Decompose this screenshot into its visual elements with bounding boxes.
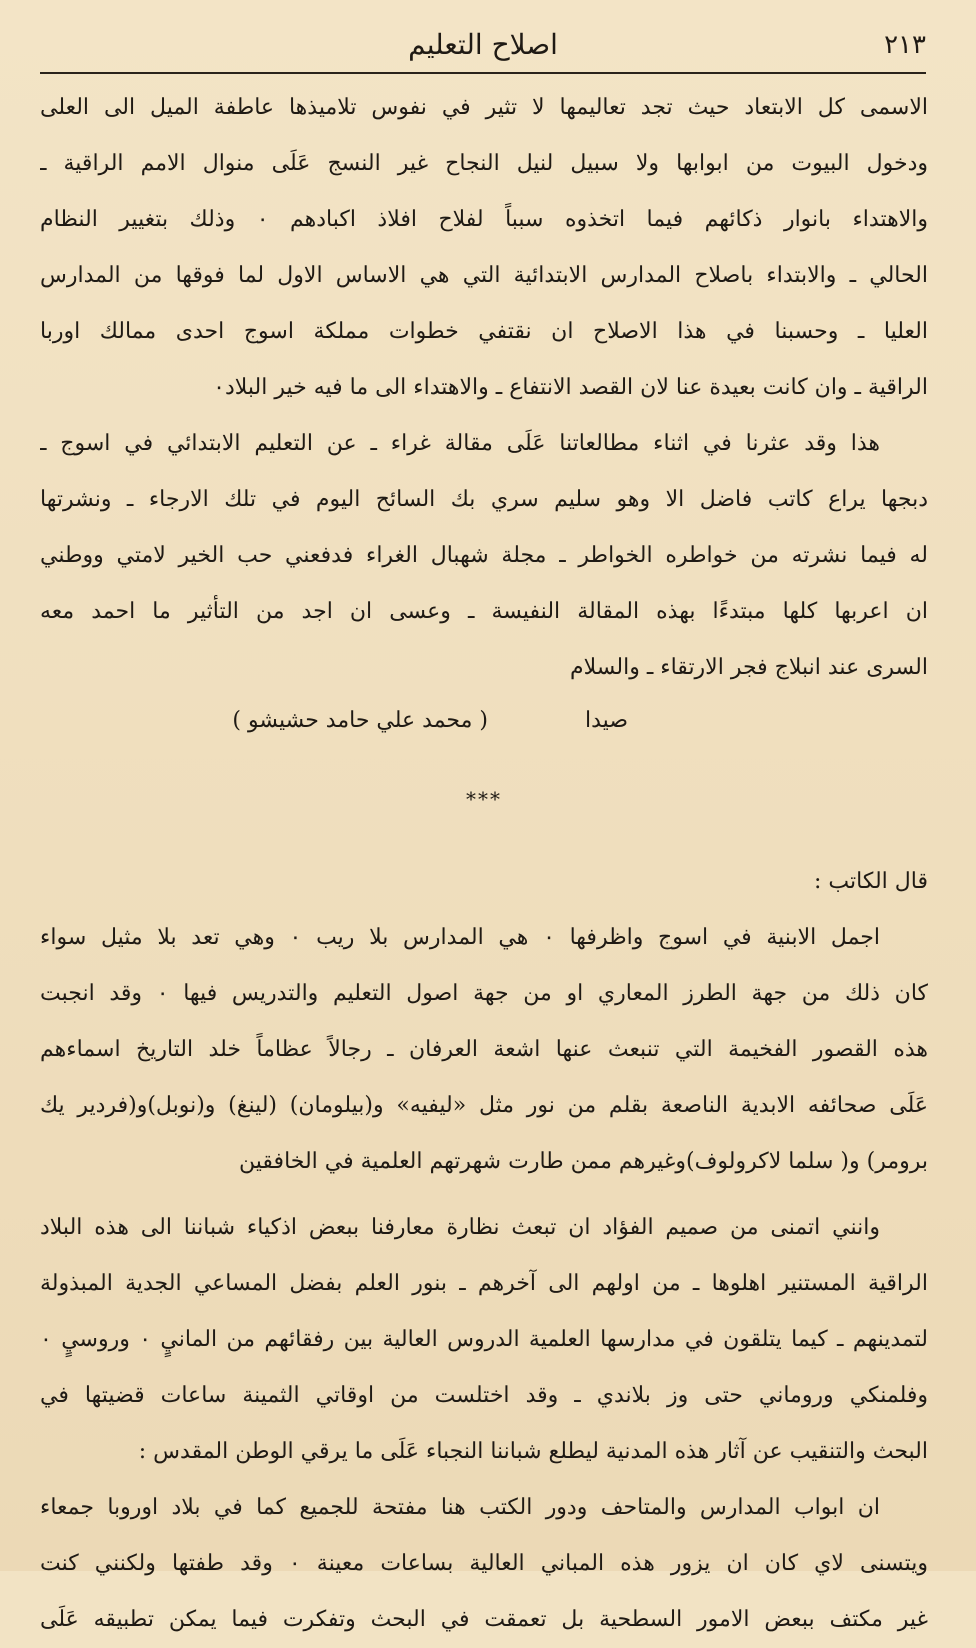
text-line: الحالي ـ والابتداء باصلاح المدارس الابتدائية التي هي الاساس الاول لما فوقها من المدارس xyxy=(40,263,928,288)
text-line: اجمل الابنية في اسوج واظرفها ٠ هي المدارس بلا ريب ٠ وهي تعد بلا مثيل سواء xyxy=(40,925,881,950)
text-line: هذا وقد عثرنا في اثناء مطالعاتنا عَلَى مقالة غراء ـ عن التعليم الابتدائي في اسوج ـ xyxy=(40,431,880,456)
text-line: ودخول البيوت من ابوابها ولا سبيل لنيل النجاح غير النسج عَلَى منوال الامم الراقية ـ xyxy=(40,151,928,176)
paragraph-gap xyxy=(40,1190,928,1200)
page-body xyxy=(40,80,928,1648)
text-line: وانني اتمنى من صميم الفؤاد ان تبعث نظارة معارفنا ببعض اذكياء شباننا الى هذه البلاد xyxy=(40,1215,880,1240)
text-line: وفلمنكي وروماني حتى وز بلاندي ـ وقد اختلست من اوقاتي الثمينة ساعات قضيتها في xyxy=(40,1383,928,1408)
text-line: لتمدينهم ـ كيما يتلقون في مدارسها العلمية الدروس العالية بين رفقائهم من المانيٍ ٠ وروسيٍ ٠ xyxy=(40,1327,928,1352)
writer-heading: قال الكاتب : xyxy=(814,869,928,894)
text-line: هذه القصور الفخيمة التي تنبعث عنها اشعة العرفان ـ رجالاً عظاماً خلد التاريخ اسماءهم xyxy=(40,1037,928,1062)
paragraph-1 xyxy=(40,80,928,416)
text-line: العليا ـ وحسبنا في هذا الاصلاح ان نقتفي خطوات مملكة اسوج احدى ممالك اوربا xyxy=(40,319,928,344)
page-number: ٢١٣ xyxy=(884,30,926,60)
text-line: ويتسنى لاي كان ان يزور هذه المباني العالية بساعات معينة ٠ وقد طفتها ولكنني كنت xyxy=(40,1551,928,1576)
text-line: ان اعربها كلها مبتدءًا بهذه المقالة النفيسة ـ وعسى ان اجد من التأثير ما احمد معه xyxy=(40,599,928,624)
paragraph-4 xyxy=(40,1200,928,1480)
paragraph-5 xyxy=(40,1480,928,1648)
paragraph-3 xyxy=(40,910,928,1190)
text-line: الاسمى كل الابتعاد حيث تجد تعاليمها لا تثير في نفوس تلاميذها عاطفة الميل الى العلى xyxy=(40,95,928,120)
text-line: برومر) و( سلما لاكرولوف)وغيرهم ممن طارت شهرتهم العلمية في الخافقين xyxy=(239,1149,928,1174)
text-line: له فيما نشرته من خواطره الخواطر ـ مجلة شهبال الغراء فدفعني حب الخير لامتي ووطني xyxy=(40,543,928,568)
header-rule xyxy=(40,72,926,74)
text-line: البحث والتنقيب عن آثار هذه المدنية ليطلع شباننا النجباء عَلَى ما يرقي الوطن المقدس : xyxy=(138,1439,928,1464)
page-header xyxy=(40,22,926,74)
signature xyxy=(40,696,928,754)
text-line: السرى عند انبلاج فجر الارتقاء ـ والسلام xyxy=(570,655,928,680)
text-line: الراقية المستنير اهلوها ـ من اولهم الى آخرهم ـ بنور العلم بفضل المساعي الجدية المبذولة xyxy=(40,1271,928,1296)
text-line: كان ذلك من جهة الطرز المعاري او من جهة اصول التعليم والتدريس فيها ٠ وقد انجبت xyxy=(40,981,928,1006)
section-separator: *** xyxy=(466,787,502,811)
text-line: ان ابواب المدارس والمتاحف ودور الكتب هنا مفتحة للجميع كما في بلاد اوروبا جمعاء xyxy=(40,1495,880,1520)
running-title: اصلاح التعليم xyxy=(408,28,558,61)
text-line: الراقية ـ وان كانت بعيدة عنا لان القصد الانتفاع ـ والاهتداء الى ما فيه خير البلاد٠ xyxy=(213,375,928,400)
text-line: والاهتداء بانوار ذكائهم فيما اتخذوه سبباً لفلاح افلاذ اكبادهم ٠ وذلك بتغيير النظام xyxy=(40,207,928,232)
signature-place: صيدا xyxy=(585,708,628,733)
paragraph-2 xyxy=(40,416,928,696)
text-line: دبجها يراع كاتب فاضل الا وهو سليم سري بك السائح اليوم في تلك الارجاء ـ ونشرتها xyxy=(40,487,928,512)
text-line: عَلَى صحائفه الابدية الناصعة بقلم من نور مثل «ليفيه» و(بيلومان) (لينغ) و(نوبل)و(فردير يك xyxy=(40,1093,928,1118)
signature-author: ( محمد علي حامد حشيشو ) xyxy=(232,708,488,733)
text-line: غير مكتف ببعض الامور السطحية بل تعمقت في البحث وتفكرت فيما يمكن تطبيقه عَلَى xyxy=(40,1607,928,1632)
